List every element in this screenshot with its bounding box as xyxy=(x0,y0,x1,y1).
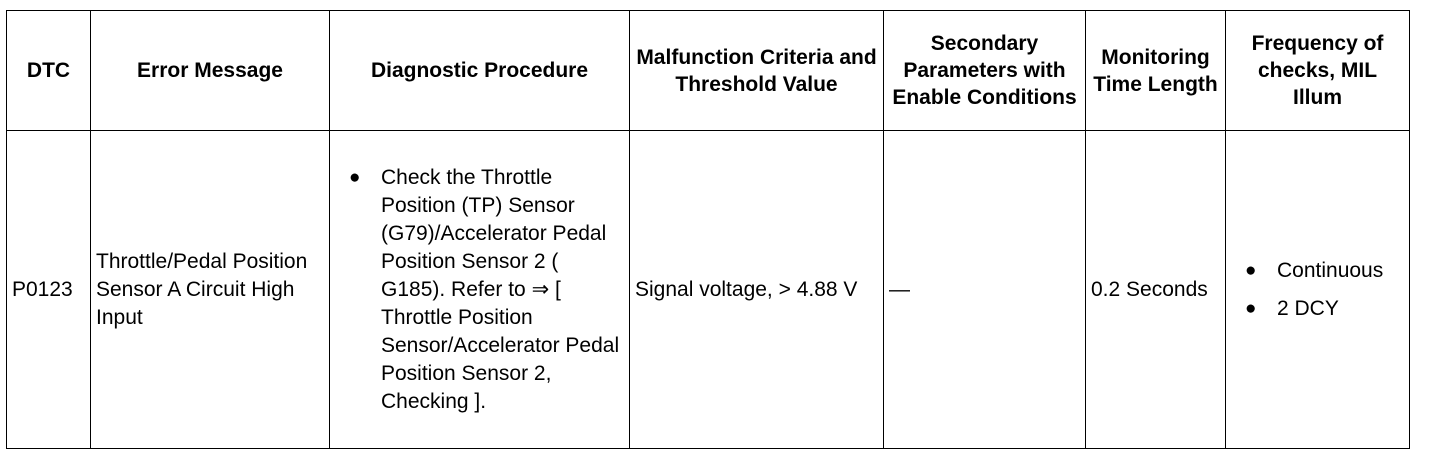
frequency-item-dcy: ● 2 DCY xyxy=(1231,295,1404,323)
table-row xyxy=(7,131,1410,449)
cell-dtc: P0123 xyxy=(7,131,91,449)
header-malfunction-criteria: Malfunction Criteria and Threshold Value xyxy=(630,11,884,131)
cell-frequency xyxy=(1226,131,1410,449)
diagnostic-step: ● Check the Throttle Position (TP) Sensor (G79)/Accelerator Pedal Position Sensor 2 ( G185). Refer to ⇒ [ Throttle Position Sensor/Accelerator Pedal Position Sensor 2, Checking ]. xyxy=(335,164,624,416)
header-dtc: DTC xyxy=(7,11,91,131)
header-row xyxy=(7,11,1410,131)
cell-error-message: Throttle/Pedal Position Sensor A Circuit High Input xyxy=(91,131,330,449)
cell-secondary-parameters: — xyxy=(884,131,1086,449)
cell-diagnostic-procedure xyxy=(330,131,630,449)
dtc-table xyxy=(6,10,1410,449)
cell-malfunction-criteria: Signal voltage, > 4.88 V xyxy=(630,131,884,449)
header-frequency: Frequency of checks, MIL Illum xyxy=(1226,11,1410,131)
cell-monitoring-time: 0.2 Seconds xyxy=(1086,131,1226,449)
header-error-message: Error Message xyxy=(91,11,330,131)
header-monitoring-time: Monitoring Time Length xyxy=(1086,11,1226,131)
header-diagnostic-procedure: Diagnostic Procedure xyxy=(330,11,630,131)
frequency-item-continuous: ● Continuous xyxy=(1231,257,1404,285)
header-secondary-parameters: Secondary Parameters with Enable Conditions xyxy=(884,11,1086,131)
